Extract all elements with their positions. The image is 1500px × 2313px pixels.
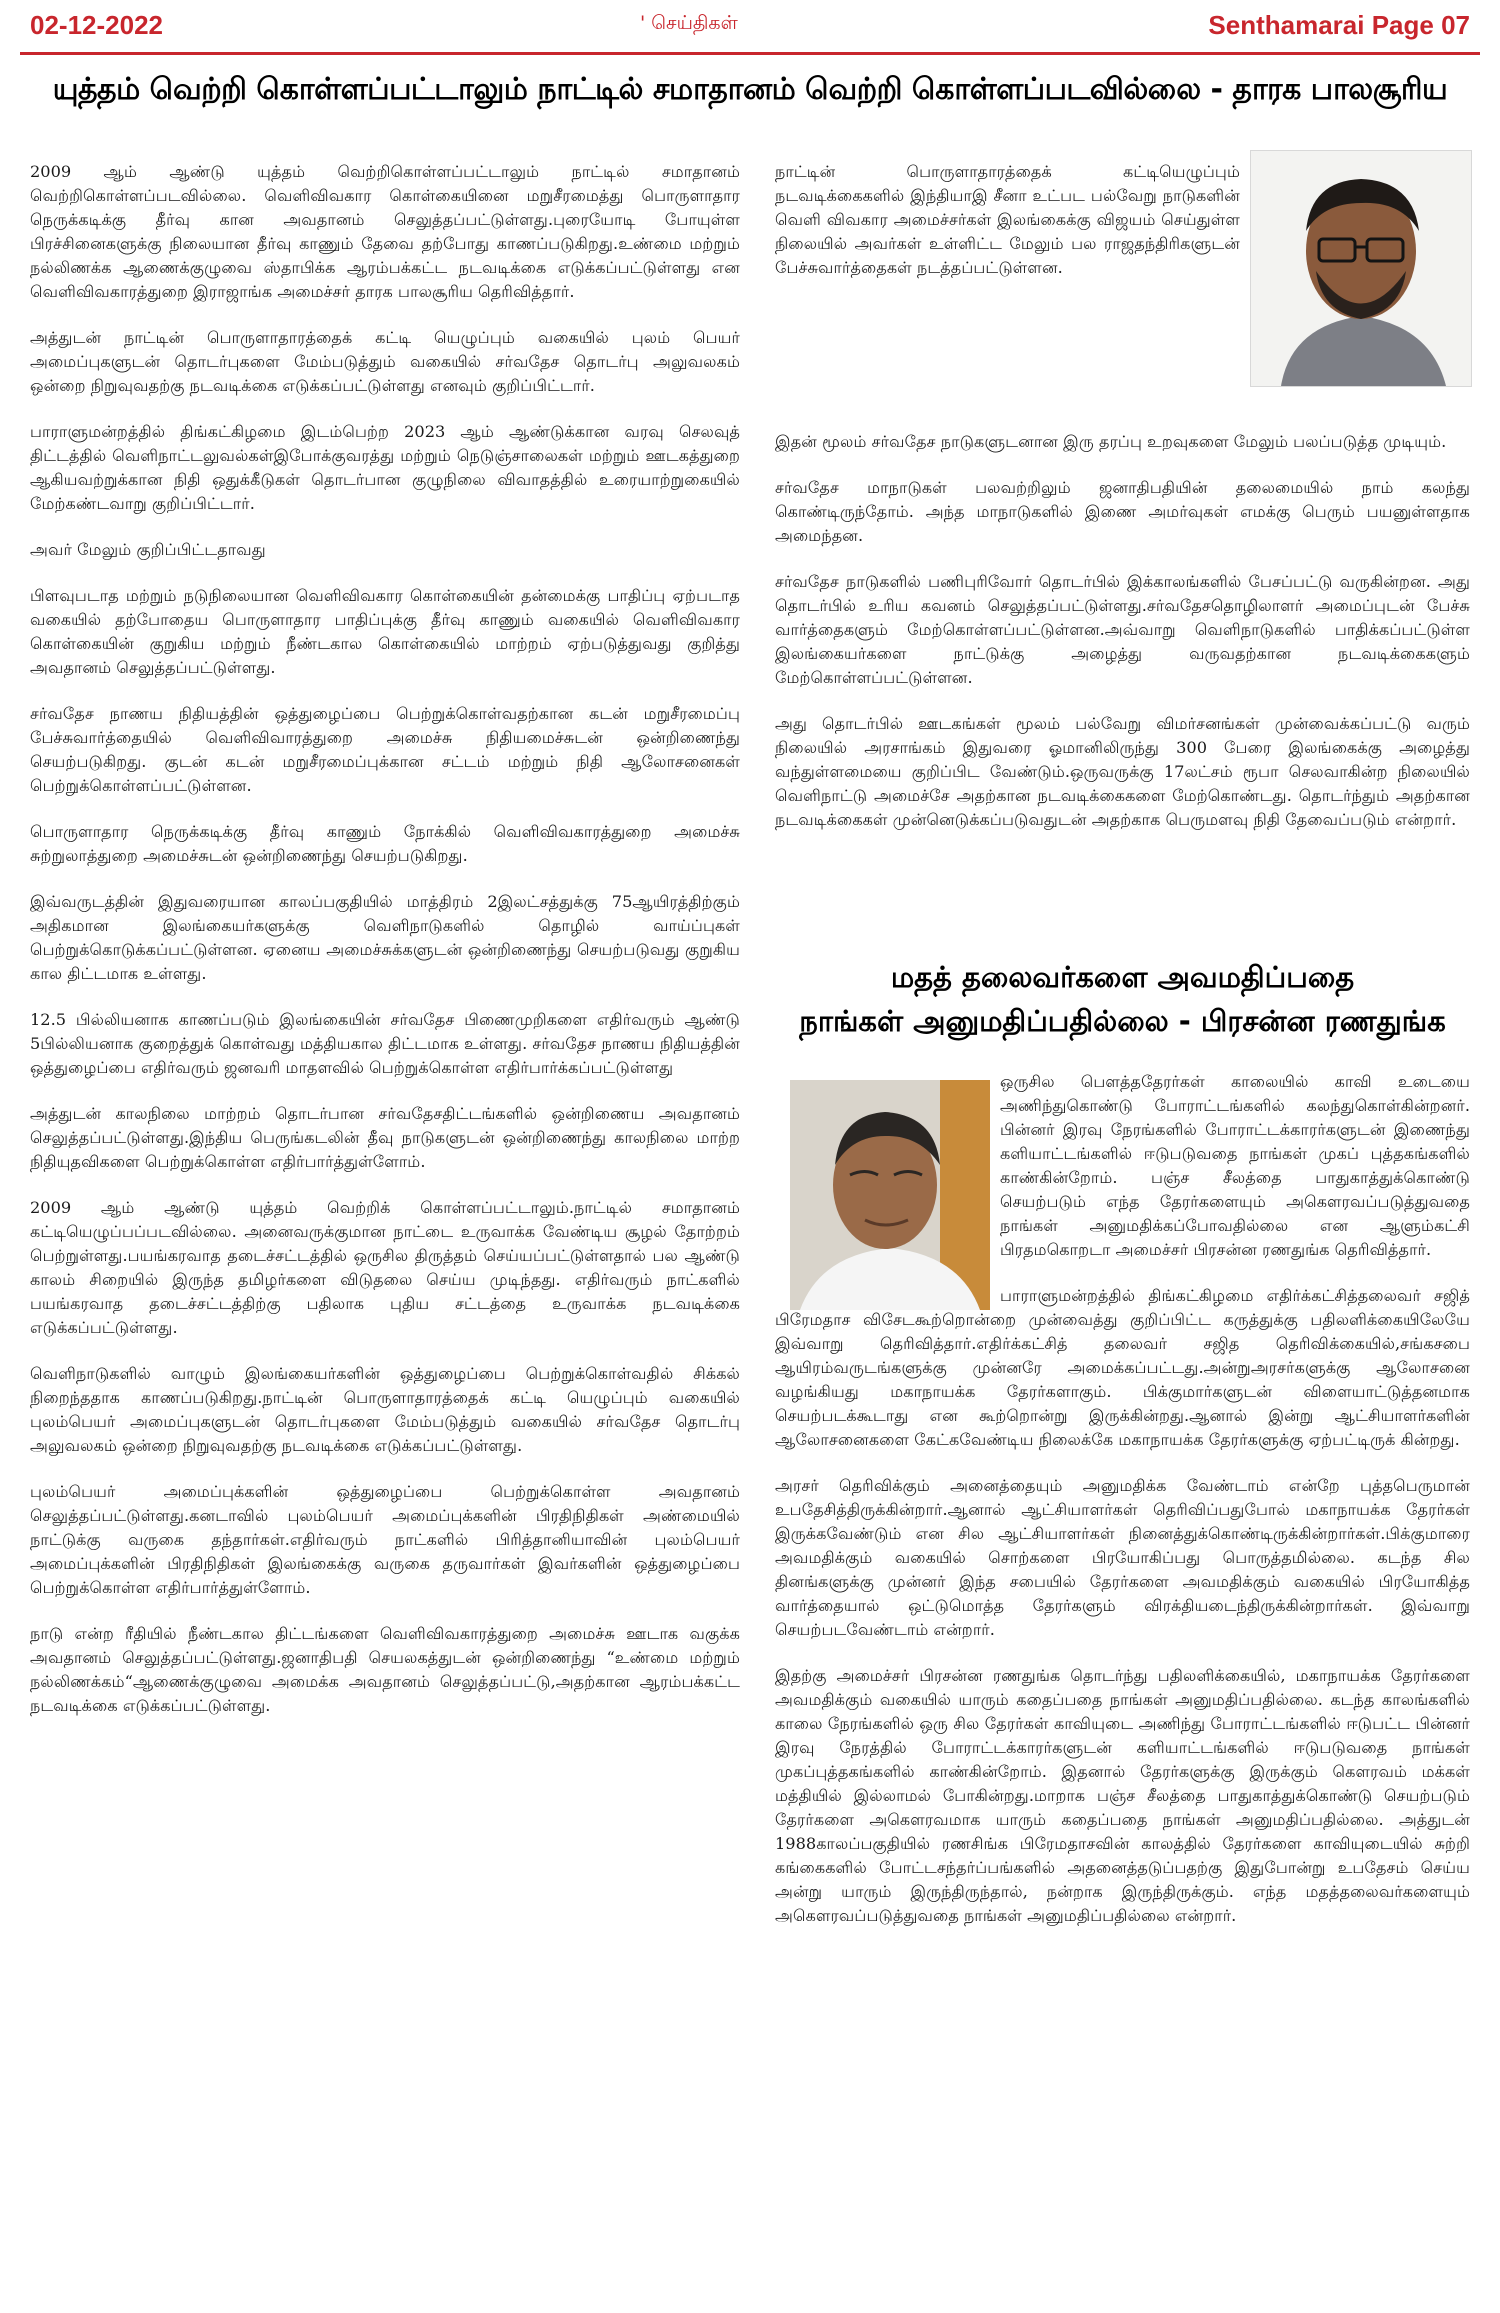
article-paragraph: சர்வதேச நாடுகளில் பணிபுரிவோர் தொடர்பில் இக்காலங்களில் பேசப்பட்டு வருகின்றன. அது தொடர்பில் உரிய கவனம் செலுத்தப்பட்டுள்ளது.சர்வதேசதொழிலாளர் அமைப்புடன் பேச்சு வார்த்தைகளும் மேற்கொள்ளப்பட்டுள்ளன.அவ்வாறு வெளிநாடுகளில் பாதிக்கப்பட்டுள்ள இலங்கையர்களை நாட்டுக்கு அழைத்து வருவதற்கான நடவடிக்கைகளும் மேற்கொள்ளப்பட்டுள்ளன. <box>775 572 1470 687</box>
article-paragraph: அரசர் தெரிவிக்கும் அனைத்தையும் அனுமதிக்க வேண்டாம் என்றே புத்தபெருமான் உபதேசித்திருக்கின்றார்.ஆனால் ஆட்சியாளர்கள் தெரிவிப்பதுபோல் மகாநாயக்க தேரர்கள் இருக்கவேண்டும் என சில ஆட்சியாளர்கள் நினைத்துக்கொண்டிருக்கின்றார்கள்.பிக்குமாரை அவமதிக்கும் வகையில் சொற்களை பிரயோகிப்பது பொருத்தமில்லை. கடந்த சில தினங்களுக்கு முன்னர் இந்த சபையில் தேரர்களை அவமதிக்கும் வகையில் பிரயோகித்த வார்த்தையால் ஒட்டுமொத்த தேரர்களும் விரக்தியடைந்திருக்கின்றார்கள். இவ்வாறு செயற்படவேண்டாம் என்றார். <box>775 1476 1470 1639</box>
article2-headline-line1: மதத் தலைவர்களை அவமதிப்பதை <box>890 960 1355 994</box>
article-paragraph: இதற்கு அமைச்சர் பிரசன்ன ரணதுங்க தொடர்ந்து பதிலளிக்கையில், மகாநாயக்க தேரர்களை அவமதிக்கும் வகையில் யாரும் கதைப்பதை நாங்கள் அனுமதிப்பதில்லை. கடந்த காலங்களில் காலை நேரங்களில் ஒரு சில தேரர்கள் காவியுடை அணிந்து போராட்டங்களில் ஈடுபட்ட பின்னர் இரவு நேரத்தில் போராட்டக்காரர்களுடன் களியாட்டங்களில் ஈடுபடுவதை நாங்கள் முகப்புத்தகங்களில் காண்கின்றோம். இதனால் தேரர்களுக்கு இருக்கும் கௌரவம் மக்கள் மத்தியில் இல்லாமல் போகின்றது.மாறாக பஞ்ச சீலத்தை பாதுகாத்துக்கொண்டு செயற்படும் தேரர்களை அகௌரவமாக யாரும் கதைப்பதை நாங்கள் அனுமதிப்பதில்லை. அத்துடன் 1988காலப்பகுதியில் ரணசிங்க பிரேமதாசவின் காலத்தில் தேரர்களை காவியுடையில் சுற்றி கங்கைகளில் போட்டசந்தர்ப்பங்களில் அதனைத்தடுப்பதற்கு இதுபோன்று உபதேசம் செய்ய அன்று யாரும் இருந்திருந்தால், நன்றாக இருந்திருக்கும். எந்த மதத்தலைவர்களையும் அகௌரவப்படுத்துவதை நாங்கள் அனுமதிப்பதில்லை என்றார். <box>775 1666 1470 1925</box>
portrait-photo-balasuriya <box>1250 150 1472 387</box>
article2-headline-line2: நாங்கள் அனுமதிப்பதில்லை - பிரசன்ன ரணதுங்க <box>799 1004 1446 1038</box>
article-paragraph: நாட்டின் பொருளாதாரத்தைக் கட்டியெழுப்பும் நடவடிக்கைகளில் இந்தியாஇ சீனா உட்பட பல்வேறு நாடுகளின் வெளி விவகார அமைச்சர்கள் இலங்கைக்கு விஜயம் செய்துள்ள நிலையில் அவர்கள் உள்ளிட்ட மேலும் பல ராஜதந்திரிகளுடன் பேச்சுவார்த்தைகள் நடத்தப்பட்டுள்ளன. <box>775 162 1240 277</box>
article-paragraph: அத்துடன் நாட்டின் பொருளாதாரத்தைக் கட்டி யெழுப்பும் வகையில் புலம் பெயர் அமைப்புகளுடன் தொடர்புகளை மேம்படுத்தும் வகையில் சர்வதேச தொடர்பு அலுவலகம் ஒன்றை நிறுவுவதற்கு நடவடிக்கை எடுக்கப்பட்டுள்ளது எனவும் குறிப்பிட்டார். <box>30 328 740 395</box>
article-paragraph: பாராளுமன்றத்தில் திங்கட்கிழமை எதிர்க்கட்சித்தலைவர் சஜித் பிரேமதாச விசேடகூற்றொன்றை முன்வைத்து குறிப்பிட்ட கருத்துக்கு பதிலளிக்கையிலேயே இவ்வாறு தெரிவித்தார்.எதிர்க்கட்சித் தலைவர் சஜித தெரிவிக்கையில்,சங்கசபை ஆயிரம்வருடங்களுக்கு முன்னரே அமைக்கப்பட்டது.அன்றுஅரசர்களுக்கு ஆலோசனை வழங்கியது மகாநாயக்க தேரர்களாகும். பிக்குமார்களுடன் விளையாட்டுத்தனமாக செயற்படக்கூடாது என கூற்றொன்று இருக்கின்றது.ஆனால் இன்று ஆட்சியாளர்களின் ஆலோசனைகளை கேட்கவேண்டிய நிலைக்கே மகாநாயக்க தேரர்களுக்கு ஏற்பட்டிருக் கின்றது. <box>775 1286 1470 1449</box>
portrait-illustration <box>1251 151 1471 386</box>
article-paragraph: 2009 ஆம் ஆண்டு யுத்தம் வெற்றிக் கொள்ளப்பட்டாலும்.நாட்டில் சமாதானம் கட்டியெழுப்பப்படவில்லை. அனைவருக்குமான நாட்டை உருவாக்க வேண்டிய சூழல் தோற்றம் பெற்றுள்ளது.பயங்கரவாத தடைச்சட்டத்தில் ஒருசில திருத்தம் செய்யப்பட்டுள்ளதால் பல ஆண்டு காலம் சிறையில் இருந்த தமிழர்களை விடுதலை செய்ய முடிந்தது. எதிர்வரும் நாட்களில் பயங்கரவாத தடைச்சட்டத்திற்கு பதிலாக புதிய சட்டத்தை உருவாக்க நடவடிக்கை எடுக்கப்பட்டுள்ளது. <box>30 1198 740 1337</box>
article-paragraph: வெளிநாடுகளில் வாழும் இலங்கையர்களின் ஒத்துழைப்பை பெற்றுக்கொள்வதில் சிக்கல் நிறைந்ததாக காணப்படுகிறது.நாட்டின் பொருளாதாரத்தைக் கட்டி யெழுப்பும் வகையில் புலம்பெயர் அமைப்புகளுடன் தொடர்புகளை மேம்படுத்தும் வகையில் சர்வதேச தொடர்பு அலுவலகம் ஒன்றை நிறுவுவதற்கு நடவடிக்கை எடுக்கப்பட்டுள்ளது. <box>30 1364 740 1455</box>
article-paragraph: 12.5 பில்லியனாக காணப்படும் இலங்கையின் சர்வதேச பிணைமுறிகளை எதிர்வரும் ஆண்டு 5பில்லியனாக குறைத்துக் கொள்வது மத்தியகால திட்டமாக உள்ளது. சர்வதேச நாணய நிதியத்தின் ஒத்துழைப்பை எதிர்வரும் ஜனவரி மாதளவில் பெற்றுக்கொள்ள எதிர்பார்க்கப்பட்டுள்ளது <box>30 1010 740 1077</box>
article-paragraph: பிளவுபடாத மற்றும் நடுநிலையான வெளிவிவகார கொள்கையின் தன்மைக்கு பாதிப்பு ஏற்படாத வகையில் தற்போதைய பொருளாதார பாதிப்புக்கு தீர்வு காணும் வகையில் வெளிவிவகார கொள்கையின் குறுகிய மற்றும் நீண்டகால கொள்கையில் மாற்றம் ஏற்படுத்துவது குறித்து அவதானம் செலுத்தப்பட்டுள்ளது. <box>30 586 740 677</box>
article1-right-top <box>775 160 1240 302</box>
article-paragraph: நாடு என்ற ரீதியில் நீண்டகால திட்டங்களை வெளிவிவகாரத்துறை அமைச்சு ஊடாக வகுக்க அவதானம் செலுத்தப்பட்டுள்ளது.ஜனாதிபதி செயலகத்துடன் ஒன்றிணைந்து “உண்மை மற்றும் நல்லிணக்கம்“ஆணைக்குழுவை அமைக்க அவதானம் செலுத்தப்பட்டு,அதற்கான ஆரம்பக்கட்ட நடவடிக்கை எடுக்கப்பட்டுள்ளது. <box>30 1624 740 1715</box>
article-paragraph: அவர் மேலும் குறிப்பிட்டதாவது <box>30 540 266 559</box>
paper-name-page: Senthamarai Page 07 <box>1208 10 1470 40</box>
portrait-illustration <box>790 1080 990 1310</box>
article-paragraph: ஒருசில பௌத்ததேரர்கள் காலையில் காவி உடையை அணிந்துகொண்டு போராட்டங்களில் கலந்துகொள்கின்றனர். பின்னர் இரவு நேரங்களில் போராட்டக்காரர்களுடன் இணைந்து களியாட்டங்களில் ஈடுபடுவதை நாங்கள் முகப் புத்தகங்களில் காண்கின்றோம். பஞ்ச சீலத்தை பாதுகாத்துக்கொண்டு செயற்படும் எந்த தேரர்களையும் அகௌரவப்படுத்துவதை நாங்கள் அனுமதிக்கப்போவதில்லை என ஆளும்கட்சி பிரதமகொறடா அமைச்சர் பிரசன்ன ரணதுங்க தெரிவித்தார். <box>1000 1072 1470 1259</box>
article-paragraph: சர்வதேச நாணய நிதியத்தின் ஒத்துழைப்பை பெற்றுக்கொள்வதற்கான கடன் மறுசீரமைப்பு பேச்சுவார்த்தையில் வெளிவிவாரத்துறை அமைச்சு நிதியமைச்சுடன் ஒன்றிணைந்து செயற்படுகிறது. குடன் கடன் மறுசீரமைப்புக்கான சட்டம் மற்றும் நிதி ஆலோசனைகள் பெற்றுக்கொள்ளப்பட்டுள்ளன. <box>30 704 740 795</box>
article-paragraph: 2009 ஆம் ஆண்டு யுத்தம் வெற்றிகொள்ளப்பட்டாலும் நாட்டில் சமாதானம் வெற்றிகொள்ளப்படவில்லை. வெளிவிவகார கொள்கையினை மறுசீரமைத்து பொருளாதார நெருக்கடிக்கு தீர்வு கான அவதானம் செலுத்தப்பட்டுள்ளது.புரையோடி போயுள்ள பிரச்சினைகளுக்கு நிலையான தீர்வு காணும் தேவை தற்போது காணப்படுகிறது.உண்மை மற்றும் நல்லிணக்க ஆணைக்குழுவை ஸ்தாபிக்க ஆரம்பக்கட்ட நடவடிக்கை எடுக்கப்பட்டுள்ளது என வெளிவிவகாரத்துறை இராஜாங்க அமைச்சர் தாரக பாலசூரிய தெரிவித்தார். <box>30 162 740 301</box>
article1-left-column <box>30 160 740 1740</box>
portrait-photo-ranatunga <box>790 1080 990 1310</box>
article2-headline <box>775 955 1470 1043</box>
issue-date: 02-12-2022 <box>30 10 163 40</box>
article-paragraph: சர்வதேச மாநாடுகள் பலவற்றிலும் ஜனாதிபதியின் தலைமையில் நாம் கலந்து கொண்டிருந்தோம். அந்த மாநாடுகளில் இணை அமர்வுகள் எமக்கு பெரும் பயனுள்ளதாக அமைந்தன. <box>775 478 1470 545</box>
section-label: ' செய்திகள் <box>640 12 738 34</box>
article-paragraph: இவ்வருடத்தின் இதுவரையான காலப்பகுதியில் மாத்திரம் 2இலட்சத்துக்கு 75ஆயிரத்திற்கும் அதிகமான இலங்கையர்களுக்கு வெளிநாடுகளில் தொழில் வாய்ப்புகள் பெற்றுக்கொடுக்கப்பட்டுள்ளன. ஏனைய அமைச்சுக்களுடன் ஒன்றிணைந்து செயற்படுவது குறுகிய கால திட்டமாக உள்ளது. <box>30 892 740 983</box>
masthead-rule <box>20 52 1480 55</box>
article-paragraph: பாராளுமன்றத்தில் திங்கட்கிழமை இடம்பெற்ற 2023 ஆம் ஆண்டுக்கான வரவு செலவுத் திட்டத்தில் வெளிநாட்டலுவல்கள்இபோக்குவரத்து மற்றும் நெடுஞ்சாலைகள் மற்றும் ஊடகத்துறை ஆகியவற்றுக்கான நிதி ஒதுக்கீடுகள் தொடர்பான குழுநிலை விவாதத்தில் உரையாற்றுகையில் மேற்கண்டவாறு குறிப்பிட்டார். <box>30 422 740 513</box>
article-paragraph: இதன் மூலம் சர்வதேச நாடுகளுடனான இரு தரப்பு உறவுகளை மேலும் பலப்படுத்த முடியும். <box>775 432 1447 451</box>
article-paragraph: அது தொடர்பில் ஊடகங்கள் மூலம் பல்வேறு விமர்சனங்கள் முன்வைக்கப்பட்டு வரும் நிலையில் அரசாங்கம் இதுவரை ஓமானிலிருந்து 300 பேரை இலங்கைக்கு அழைத்து வந்துள்ளமையை குறிப்பிட வேண்டும்.ஒருவருக்கு 17லட்சம் ரூபா செலவாகின்ற நிலையில் வெளிநாட்டு அமைச்சே அதற்கான நடவடிக்கைகளை மேற்கொண்டது. தொடர்ந்தும் அதற்கான நடவடிக்கைகள் முன்னெடுக்கப்படுவதுடன் அதற்காக பெருமளவு நிதி தேவைப்படும் என்றார். <box>775 714 1470 829</box>
article-paragraph: பொருளாதார நெருக்கடிக்கு தீர்வு காணும் நோக்கில் வெளிவிவகாரத்துறை அமைச்சு சுற்றுலாத்துறை அமைச்சுடன் ஒன்றிணைந்து செயற்படுகிறது. <box>30 822 740 865</box>
article-paragraph: புலம்பெயர் அமைப்புக்களின் ஒத்துழைப்பை பெற்றுக்கொள்ள அவதானம் செலுத்தப்பட்டுள்ளது.கனடாவில் புலம்பெயர் அமைப்புக்களின் பிரதிநிதிகள் அண்மையில் நாட்டுக்கு வருகை தந்தார்கள்.எதிர்வரும் நாட்களில் பிரித்தானியாவின் புலம்பெயர் அமைப்புக்களின் பிரதிநிதிகள் இலங்கைக்கு வருகை தருவார்கள் இவர்களின் ஒத்துழைப்பை பெற்றுக்கொள்ள எதிர்பார்த்துள்ளோம். <box>30 1482 740 1597</box>
article-paragraph: அத்துடன் காலநிலை மாற்றம் தொடர்பான சர்வதேசதிட்டங்களில் ஒன்றிணைய அவதானம் செலுத்தப்பட்டுள்ளது.இந்திய பெருங்கடலின் தீவு நாடுகளுடன் ஒன்றிணைந்து காலநிலை மாற்ற நிதியுதவிகளை பெற்றுக்கொள்ள எதிர்பார்த்துள்ளோம். <box>30 1104 740 1171</box>
masthead <box>0 0 1500 50</box>
article1-right-column <box>775 430 1470 854</box>
main-headline: யுத்தம் வெற்றி கொள்ளப்பட்டாலும் நாட்டில் சமாதானம் வெற்றி கொள்ளப்படவில்லை - தாரக பாலசூரிய <box>52 72 1448 107</box>
